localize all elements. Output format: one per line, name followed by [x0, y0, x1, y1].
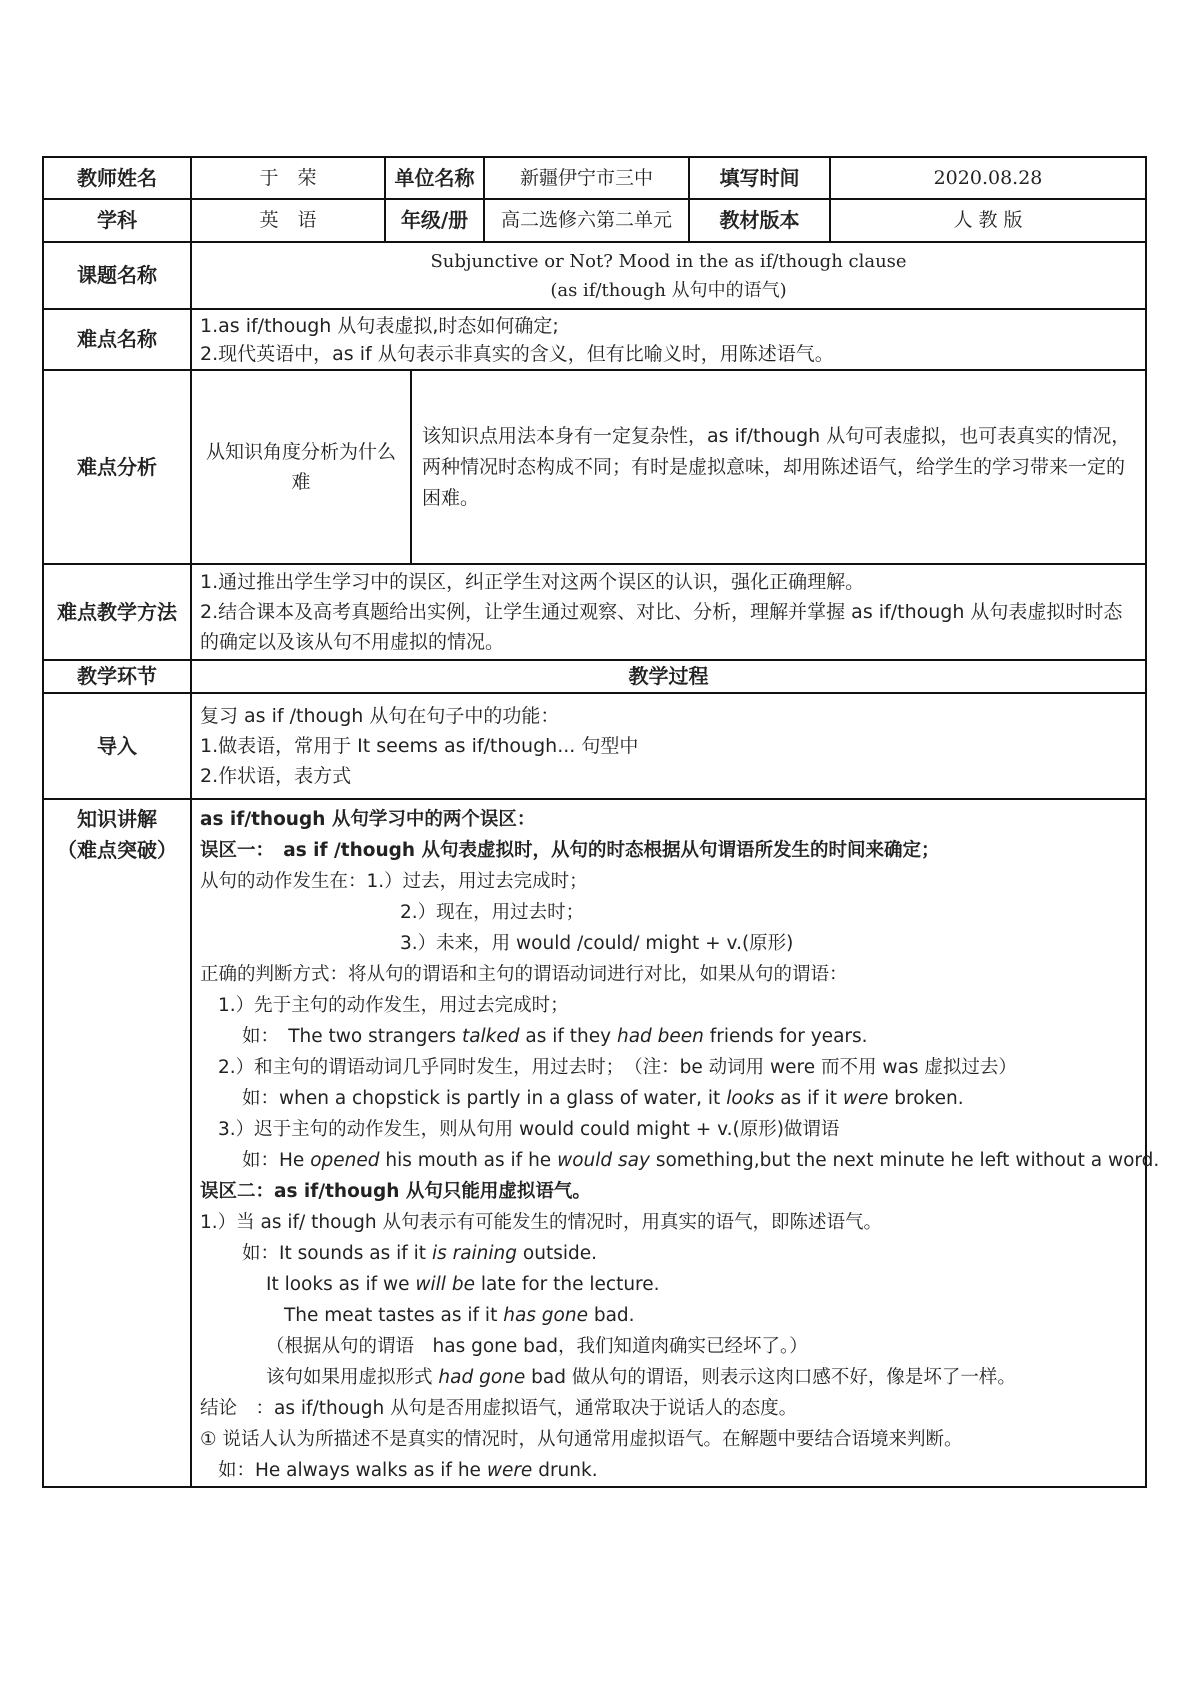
topic-label: 课题名称	[43, 242, 191, 309]
row-difficulty	[43, 309, 1146, 370]
row-process-header	[43, 660, 1146, 693]
example-1: 如： The two strangers talked as if they had been friends for years.	[242, 1026, 868, 1047]
analysis-sub-label: 从知识角度分析为什么难	[192, 371, 412, 563]
teacher-label: 教师姓名	[43, 157, 191, 199]
row-topic	[43, 242, 1146, 309]
difficulty-item-1: 1.as if/though 从句表虚拟,时态如何确定;	[200, 314, 559, 337]
process-stage-label: 教学环节	[43, 660, 191, 693]
knowledge-cell	[191, 799, 1160, 1487]
point-1: ① 说话人认为所描述不是真实的情况时，从句通常用虚拟语气。在解题中要结合语境来判断。	[200, 1429, 963, 1450]
topic-title-cn: (as if/though 从句中的语气)	[550, 279, 787, 301]
analysis-text: 该知识点用法本身有一定复杂性，as if/though 从句可表虚拟，也可表真实的情况，两种情况时态构成不同；有时是虚拟意味，却用陈述语气，给学生的学习带来一定的困难。	[422, 425, 1131, 509]
unit-value: 新疆伊宁市三中	[484, 157, 689, 199]
lesson-plan-table	[42, 156, 1160, 1488]
example-4: 如：It sounds as if it is raining outside.	[242, 1243, 597, 1264]
row-analysis	[43, 370, 1146, 564]
m1-judge: 正确的判断方式：将从句的谓语和主句的谓语动词进行对比，如果从句的谓语：	[200, 964, 848, 985]
topic-cell	[191, 242, 1146, 309]
difficulty-label: 难点名称	[43, 309, 191, 370]
lesson-plan-sheet	[42, 156, 1160, 1488]
intro-label: 导入	[43, 693, 191, 799]
rule-3: 3.）迟于主句的动作发生，则从句用 would could might + v.(原形)做谓语	[218, 1119, 840, 1140]
grade-value: 高二选修六第二单元	[484, 199, 689, 242]
subject-label: 学科	[43, 199, 191, 242]
analysis-label: 难点分析	[43, 370, 191, 564]
date-label: 填写时间	[689, 157, 830, 199]
edition-label: 教材版本	[689, 199, 830, 242]
topic-title-en: Subjunctive or Not? Mood in the as if/though clause	[430, 250, 907, 272]
note-1: （根据从句的谓语 has gone bad，我们知道肉确实已经坏了。）	[266, 1336, 808, 1357]
example-6: The meat tastes as if it has gone bad.	[284, 1305, 635, 1326]
conclusion: 结论 ：as if/though 从句是否用虚拟语气，通常取决于说话人的态度。	[200, 1398, 798, 1419]
process-title: 教学过程	[191, 660, 1146, 693]
difficulty-cell	[191, 309, 1146, 370]
intro-line-1: 复习 as if /though 从句在句子中的功能：	[200, 705, 560, 727]
edition-value: 人 教 版	[830, 199, 1146, 242]
intro-cell	[191, 693, 1146, 799]
example-5: It looks as if we will be late for the lecture.	[266, 1274, 660, 1295]
difficulty-item-2: 2.现代英语中，as if 从句表示非真实的含义，但有比喻义时，用陈述语气。	[200, 342, 834, 365]
unit-label: 单位名称	[385, 157, 484, 199]
row-intro	[43, 693, 1146, 799]
row-subject	[43, 199, 1146, 242]
method-item-2: 2.结合课本及高考真题给出实例，让学生通过观察、对比、分析，理解并掌握 as if/though 从句表虚拟时时态的确定以及该从句不用虚拟的情况。	[200, 601, 1123, 653]
m1-future: 3.）未来，用 would /could/ might + v.(原形)	[400, 933, 794, 954]
example-7: 如：He always walks as if he were drunk.	[218, 1460, 598, 1481]
grade-label: 年级/册	[385, 199, 484, 242]
method-label: 难点教学方法	[43, 564, 191, 660]
intro-line-3: 2.作状语，表方式	[200, 765, 352, 787]
misconception-1-title: 误区一： as if /though 从句表虚拟时，从句的时态根据从句谓语所发生的时间来确定；	[200, 840, 940, 861]
method-cell	[191, 564, 1146, 660]
row-method	[43, 564, 1146, 660]
intro-line-2: 1.做表语，常用于 It seems as if/though... 句型中	[200, 735, 639, 757]
row-knowledge	[43, 799, 1146, 1487]
note-2: 该句如果用虚拟形式 had gone bad 做从句的谓语，则表示这肉口感不好，像是坏了一样。	[266, 1367, 1016, 1388]
rule-1: 1.）先于主句的动作发生，用过去完成时；	[218, 995, 569, 1016]
m2-rule-1: 1.）当 as if/ though 从句表示有可能发生的情况时，用真实的语气，即陈述语气。	[200, 1212, 883, 1233]
knowledge-sublabel: （难点突破）	[57, 838, 177, 862]
example-3: 如：He opened his mouth as if he would say something,but the next minute he left without a word.	[242, 1150, 1160, 1171]
knowledge-label: 知识讲解	[77, 807, 157, 831]
teacher-value: 于 荣	[191, 157, 385, 199]
m1-present: 2.）现在，用过去时；	[400, 902, 585, 923]
example-2: 如：when a chopstick is partly in a glass of water, it looks as if it were broken.	[242, 1088, 964, 1109]
method-item-1: 1.通过推出学生学习中的误区，纠正学生对这两个误区的认识，强化正确理解。	[200, 571, 865, 593]
m1-intro: 从句的动作发生在：1.）过去，用过去完成时；	[200, 871, 588, 892]
row-teacher	[43, 157, 1146, 199]
analysis-cell	[191, 370, 1146, 564]
rule-2: 2.）和主句的谓语动词几乎同时发生，用过去时； （注：be 动词用 were 而不用 was 虚拟过去）	[218, 1057, 1017, 1078]
knowledge-label-cell	[43, 799, 191, 1487]
date-value: 2020.08.28	[830, 157, 1146, 199]
misconception-2-title: 误区二：as if/though 从句只能用虚拟语气。	[200, 1181, 591, 1202]
subject-value: 英 语	[191, 199, 385, 242]
knowledge-title: as if/though 从句学习中的两个误区：	[200, 809, 536, 830]
